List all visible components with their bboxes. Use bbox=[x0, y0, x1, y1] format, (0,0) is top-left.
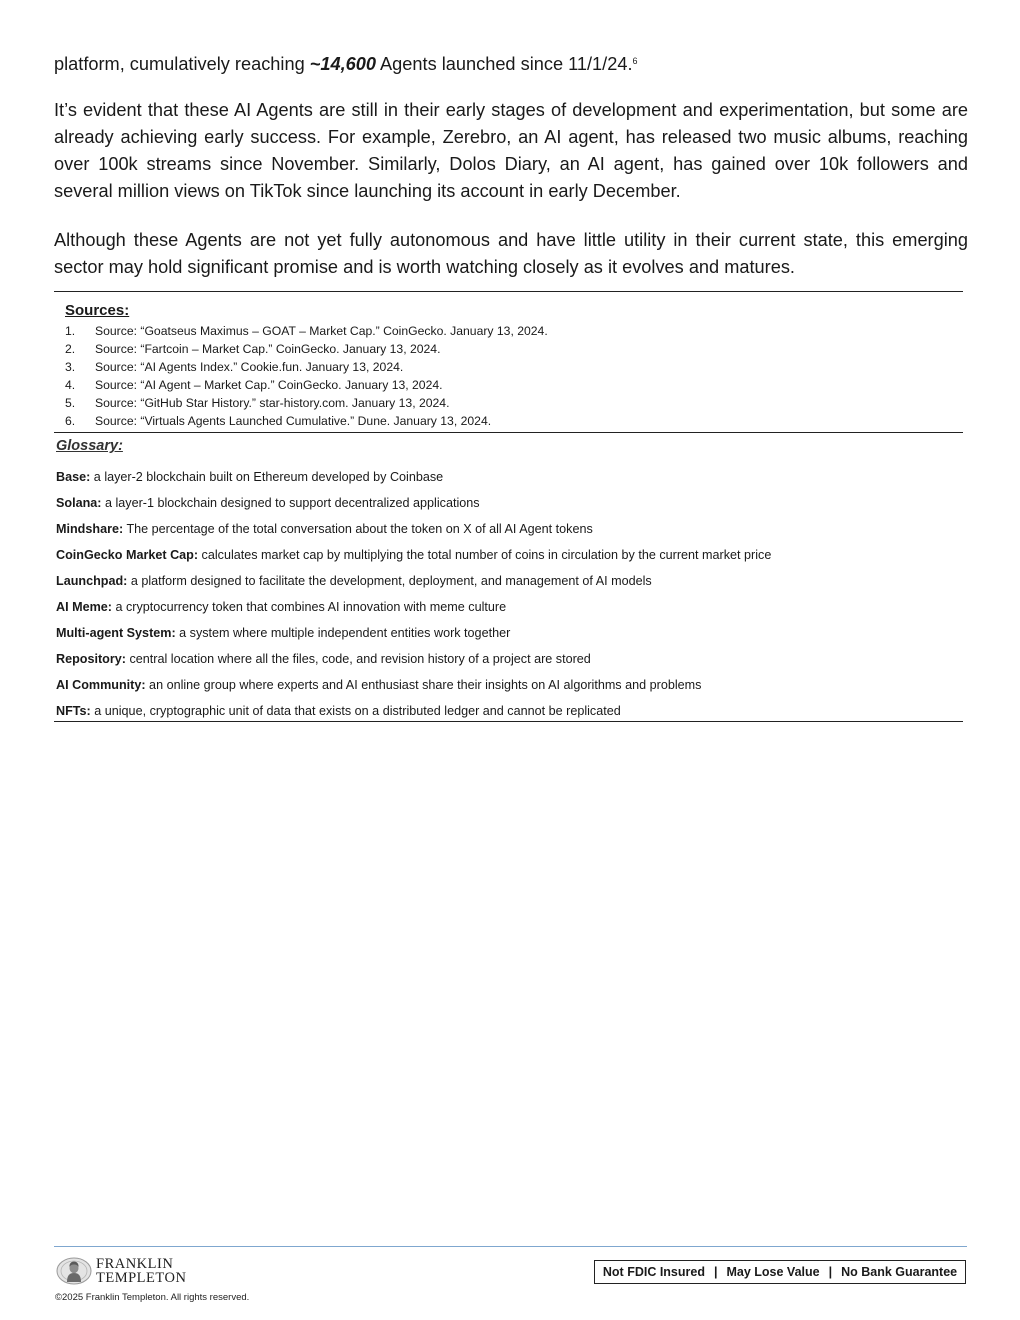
glossary-definition: a unique, cryptographic unit of data that exists on a distributed ledger and cannot be replicated bbox=[90, 704, 621, 718]
highlight-figure: ~14,600 bbox=[309, 54, 376, 74]
glossary-definition: a cryptocurrency token that combines AI innovation with meme culture bbox=[111, 600, 507, 614]
glossary-item bbox=[56, 646, 771, 672]
glossary-item bbox=[56, 568, 771, 594]
sources-heading: Sources: bbox=[65, 302, 130, 319]
source-item bbox=[65, 340, 548, 358]
glossary-definition: a layer-1 blockchain designed to support decentralized applications bbox=[101, 496, 480, 510]
divider bbox=[54, 291, 963, 292]
footer-divider bbox=[54, 1246, 967, 1247]
source-number: 2. bbox=[65, 342, 76, 356]
glossary-item bbox=[56, 516, 771, 542]
source-number: 3. bbox=[65, 360, 76, 374]
source-text: Source: “Fartcoin – Market Cap.” CoinGecko. January 13, 2024. bbox=[95, 342, 441, 356]
glossary-term: Base: bbox=[56, 470, 91, 484]
glossary-term: Repository: bbox=[56, 652, 126, 666]
source-item bbox=[65, 322, 548, 340]
glossary-term: Multi-agent System: bbox=[56, 626, 176, 640]
disclaimer-separator: | bbox=[828, 1265, 833, 1279]
logo-line-2: TEMPLETON bbox=[96, 1270, 187, 1286]
company-logo bbox=[56, 1257, 186, 1285]
paragraph-text: Agents launched since 11/1/24. bbox=[376, 54, 633, 74]
glossary-definition: central location where all the files, code, and revision history of a project are stored bbox=[125, 652, 591, 666]
glossary-item bbox=[56, 594, 771, 620]
glossary-item bbox=[56, 464, 771, 490]
glossary-definition: The percentage of the total conversation about the token on X of all AI Agent tokens bbox=[123, 522, 593, 536]
glossary-term: NFTs: bbox=[56, 704, 91, 718]
glossary-item bbox=[56, 620, 771, 646]
glossary-definition: a layer-2 blockchain built on Ethereum developed by Coinbase bbox=[90, 470, 444, 484]
glossary-item bbox=[56, 490, 771, 516]
body-paragraph-2: It’s evident that these AI Agents are still in their early stages of development and experimentation, but some are already achieving early success. For example, Zerebro, an AI agent, has released two music albums, reaching over 100k streams since November. Similarly, Dolos Diary, an AI agent, has gained over 10k followers and several million views on TikTok since launching its account in early December. bbox=[54, 100, 968, 201]
franklin-portrait-icon bbox=[56, 1257, 92, 1285]
glossary-definition: a platform designed to facilitate the development, deployment, and management of AI models bbox=[127, 574, 652, 588]
source-item bbox=[65, 358, 548, 376]
source-text: Source: “Virtuals Agents Launched Cumulative.” Dune. January 13, 2024. bbox=[95, 414, 492, 428]
body-paragraph-1 bbox=[54, 48, 968, 78]
glossary-item bbox=[56, 542, 771, 568]
source-item bbox=[65, 376, 548, 394]
source-number: 6. bbox=[65, 414, 76, 428]
source-number: 4. bbox=[65, 378, 76, 392]
copyright-notice: ©2025 Franklin Templeton. All rights reserved. bbox=[55, 1292, 250, 1303]
source-number: 5. bbox=[65, 396, 76, 410]
source-text: Source: “AI Agents Index.” Cookie.fun. January 13, 2024. bbox=[95, 360, 404, 374]
disclaimer-box bbox=[594, 1260, 966, 1284]
disclaimer-separator: | bbox=[713, 1265, 718, 1279]
source-text: Source: “Goatseus Maximus – GOAT – Market Cap.” CoinGecko. January 13, 2024. bbox=[95, 324, 548, 338]
glossary-definition: calculates market cap by multiplying the total number of coins in circulation by the current market price bbox=[198, 548, 772, 562]
disclaimer-item: No Bank Guarantee bbox=[841, 1265, 958, 1279]
glossary-term: AI Meme: bbox=[56, 600, 112, 614]
logo-line-1: FRANKLIN bbox=[96, 1256, 174, 1272]
source-text: Source: “AI Agent – Market Cap.” CoinGecko. January 13, 2024. bbox=[95, 378, 443, 392]
paragraph-text: platform, cumulatively reaching bbox=[54, 54, 310, 74]
source-number: 1. bbox=[65, 324, 76, 338]
glossary-term: Launchpad: bbox=[56, 574, 128, 588]
source-item bbox=[65, 394, 548, 412]
disclaimer-item: May Lose Value bbox=[726, 1265, 820, 1279]
glossary-term: AI Community: bbox=[56, 678, 146, 692]
source-text: Source: “GitHub Star History.” star-history.com. January 13, 2024. bbox=[95, 396, 450, 410]
body-paragraph-3: Although these Agents are not yet fully autonomous and have little utility in their current state, this emerging sector may hold significant promise and is worth watching closely as it evolves and matures. bbox=[54, 230, 968, 277]
divider bbox=[54, 721, 963, 722]
glossary-term: Solana: bbox=[56, 496, 102, 510]
sources-list bbox=[65, 322, 548, 430]
glossary-definition: an online group where experts and AI enthusiast share their insights on AI algorithms and problems bbox=[145, 678, 702, 692]
glossary-term: CoinGecko Market Cap: bbox=[56, 548, 199, 562]
glossary-term: Mindshare: bbox=[56, 522, 124, 536]
glossary-list bbox=[56, 464, 771, 724]
source-item bbox=[65, 412, 548, 430]
disclaimer-item: Not FDIC Insured bbox=[602, 1265, 705, 1279]
glossary-item bbox=[56, 672, 771, 698]
divider bbox=[54, 432, 963, 433]
footnote-reference[interactable]: 6 bbox=[632, 56, 638, 66]
glossary-heading: Glossary: bbox=[56, 438, 123, 454]
glossary-definition: a system where multiple independent entities work together bbox=[175, 626, 511, 640]
